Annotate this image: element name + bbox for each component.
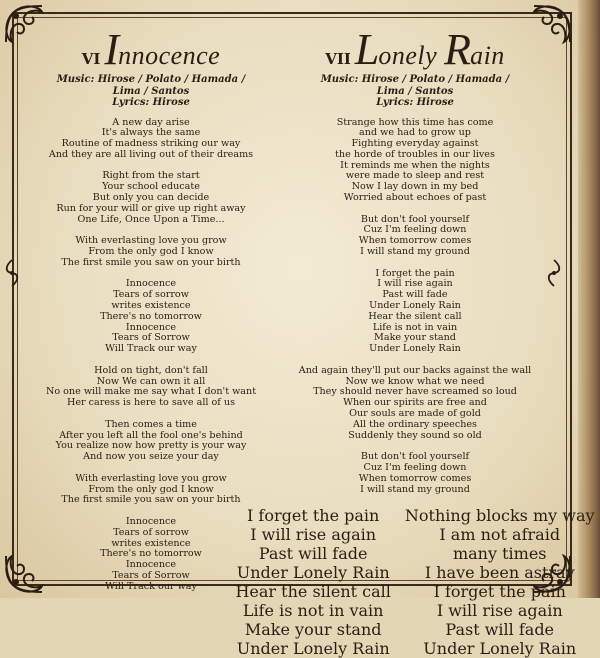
title-initial: L <box>354 25 379 74</box>
lyric-line: Will Track our way <box>105 580 197 592</box>
credits-line: Lima / Santos <box>376 85 454 97</box>
lyric-line: But only you can decide <box>92 192 210 204</box>
song-lonely-rain <box>235 25 595 658</box>
stanza <box>20 420 282 463</box>
lyric-line: Past will fade <box>258 544 368 564</box>
lyric-line: But don't fool yourself <box>360 213 470 225</box>
lyric-line: Innocence <box>125 515 177 527</box>
lyric-line: I will stand my ground <box>360 246 470 258</box>
credits-line: Lima / Santos <box>112 85 190 97</box>
lyric-line: Under Lonely Rain <box>236 639 390 658</box>
final-chorus-left <box>235 506 390 658</box>
lyric-line: Hear the silent call <box>235 582 391 602</box>
lyric-line: Cuz I'm feeling down <box>363 224 467 236</box>
lyric-line: I forget the pain <box>375 267 455 279</box>
lyric-line: Life is not in vain <box>242 601 384 621</box>
lyric-line: It reminds me when the nights <box>340 159 490 171</box>
lyric-line: Run for your will or give up right away <box>56 202 246 214</box>
lyric-line: Under Lonely Rain <box>369 300 461 312</box>
song-title <box>284 25 546 74</box>
stanza <box>20 236 282 268</box>
credits-line: Music: Hirose / Polato / Hamada / <box>320 74 510 85</box>
lyric-line: Now we know what we need <box>345 375 485 387</box>
lyric-line: With everlasting love you grow <box>75 235 227 247</box>
lyric-line: Tears of Sorrow <box>112 569 190 581</box>
lyric-line: Right from the start <box>102 170 200 182</box>
lyric-line: I am not afraid <box>439 525 561 545</box>
lyric-line: The first smile you saw on your birth <box>61 256 241 268</box>
track-numeral: VI <box>81 50 101 68</box>
stanza <box>20 118 282 161</box>
final-chorus-columns <box>235 506 595 658</box>
lyric-line: After you left all the fool one's behind <box>59 429 243 441</box>
title-text: onely <box>378 41 445 70</box>
stanza <box>20 171 282 225</box>
stanza <box>284 452 546 495</box>
lyric-line: I will rise again <box>377 278 453 290</box>
lyric-line: Life is not in vain <box>372 321 458 333</box>
lyric-line: Strange how this time has come <box>336 116 494 128</box>
lyric-line: I will rise again <box>436 601 563 621</box>
title-text: nnocence <box>118 41 221 70</box>
song-credits <box>284 74 546 109</box>
lyric-line: I forget the pain <box>247 506 380 526</box>
lyric-line: I forget the pain <box>433 582 566 602</box>
lyric-line: Under Lonely Rain <box>423 639 577 658</box>
lyric-line: When tomorrow comes <box>358 235 472 247</box>
lyric-line: Tears of sorrow <box>113 526 189 538</box>
lyric-line: When our spirits are free and <box>343 397 487 409</box>
lyric-line: Make your stand <box>374 332 456 344</box>
lyric-line: Routine of madness striking our way <box>61 138 241 150</box>
lyric-line: Her caress is here to save all of us <box>67 397 235 409</box>
lyric-line: the horde of troubles in our lives <box>335 148 495 160</box>
lyric-line: Tears of sorrow <box>113 289 189 301</box>
lyric-line: writes existence <box>111 537 191 549</box>
title-text: ain <box>470 41 505 70</box>
lyric-line: Our souls are made of gold <box>349 408 481 420</box>
lyric-line: It's always the same <box>101 127 201 139</box>
stanza <box>284 118 546 204</box>
lyric-line: Innocence <box>125 321 177 333</box>
lyric-line: There's no tomorrow <box>100 310 202 322</box>
lyric-line: Hold on tight, don't fall <box>94 364 208 376</box>
title-initial: R <box>444 25 471 74</box>
stanza <box>20 279 282 355</box>
credits-line: Lyrics: Hirose <box>112 97 190 108</box>
lyric-line: and we had to grow up <box>359 127 471 139</box>
lyric-line: writes existence <box>111 300 191 312</box>
lyric-line: Then comes a time <box>105 418 197 430</box>
lyric-line: Innocence <box>125 559 177 571</box>
lyric-line: many times <box>452 544 547 564</box>
lyric-line: A new day arise <box>112 116 190 128</box>
side-ornament-icon <box>3 258 21 288</box>
stanza <box>284 269 546 355</box>
lyric-line: Innocence <box>125 278 177 290</box>
lyric-line: The first smile you saw on your birth <box>61 494 241 506</box>
title-initial: I <box>104 25 119 74</box>
credits-line: Lyrics: Hirose <box>376 97 454 108</box>
lyric-line: Will Track our way <box>105 343 197 355</box>
lyric-line: And again they'll put our backs against the wall <box>298 364 532 376</box>
lyric-line: Cuz I'm feeling down <box>363 462 467 473</box>
lyric-line: One Life, Once Upon a Time... <box>77 213 225 225</box>
song-lyrics <box>284 118 546 496</box>
credits-line: Music: Hirose / Polato / Hamada / <box>56 74 246 85</box>
lyric-line: There's no tomorrow <box>100 548 202 560</box>
lyric-line: They should never have screamed so loud <box>313 386 517 398</box>
lyric-line: Make your stand <box>244 620 382 640</box>
lyric-line: And they are all living out of their dreams <box>48 148 254 160</box>
lyric-line: I have been astray <box>424 563 575 583</box>
lyric-line: were made to sleep and rest <box>345 170 485 182</box>
stanza <box>20 474 282 506</box>
lyric-line: I will stand my ground <box>360 483 470 495</box>
lyric-line: And now you seize your day <box>83 451 219 463</box>
lyric-line: Tears of Sorrow <box>112 332 190 344</box>
lyric-line: You realize now how pretty is your way <box>55 440 247 452</box>
lyric-line: I will rise again <box>250 525 377 545</box>
lyric-line: From the only god I know <box>88 246 214 258</box>
lyric-line: With everlasting love you grow <box>75 472 227 484</box>
lyric-line: From the only god I know <box>88 483 214 495</box>
lyric-line: Fighting everyday against <box>351 138 479 150</box>
song-title <box>20 25 282 74</box>
lyric-line: All the ordinary speeches <box>353 418 477 430</box>
lyric-line: Under Lonely Rain <box>236 563 390 583</box>
final-chorus-right <box>405 506 595 658</box>
lyric-line: Now I lay down in my bed <box>351 181 479 193</box>
lyric-line: Your school educate <box>102 181 200 193</box>
lyric-line: Under Lonely Rain <box>369 343 461 355</box>
lyric-line: Worried about echoes of past <box>343 192 487 204</box>
stanza <box>284 215 546 258</box>
lyric-line: No one will make me say what I don't want <box>45 386 257 398</box>
stanza <box>284 366 546 442</box>
lyric-line: But don't fool yourself <box>360 451 470 463</box>
lyric-line: Now We can own it all <box>96 375 206 387</box>
lyric-line: When tomorrow comes <box>358 472 472 484</box>
lyric-line: Suddenly they sound so old <box>348 429 482 441</box>
track-numeral: VII <box>325 50 351 68</box>
lyric-line: Nothing blocks my way <box>404 506 595 526</box>
lyric-line: Hear the silent call <box>368 310 462 322</box>
lyric-line: Past will fade <box>445 620 555 640</box>
stanza <box>20 366 282 409</box>
lyric-line: Past will fade <box>382 289 448 301</box>
side-ornament-icon <box>545 258 563 288</box>
song-credits <box>20 74 282 109</box>
